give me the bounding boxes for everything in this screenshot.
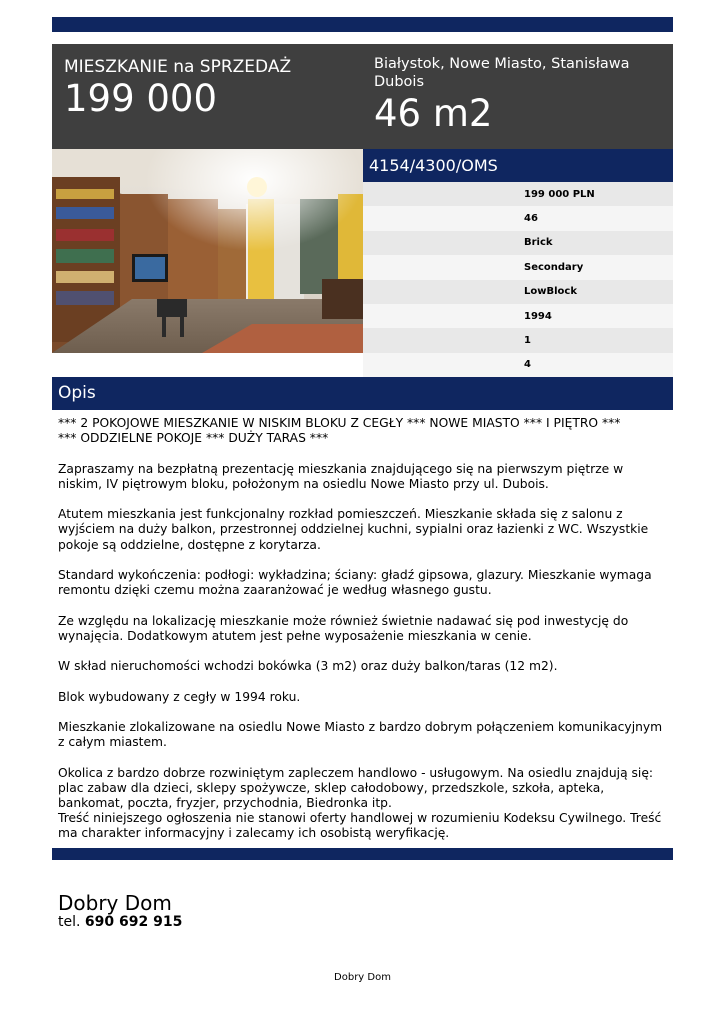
detail-value: Secondary: [524, 261, 584, 273]
detail-value: 1994: [524, 310, 552, 322]
detail-value: Brick: [524, 237, 553, 249]
detail-row-price: [363, 182, 673, 206]
description-paragraph: Standard wykończenia: podłogi: wykładzina; ściany: gładź gipsowa, glazury. Mieszkanie wymaga remontu dzięki czemu można zaaranżować je według własnego gustu.: [58, 567, 652, 598]
phone-number[interactable]: 690 692 915: [84, 914, 183, 930]
apartment-living-room-photo-icon: [52, 149, 363, 353]
detail-row-year: [363, 304, 673, 328]
detail-value: 46: [524, 213, 538, 225]
detail-value: 199 000 PLN: [524, 188, 595, 200]
listing-price: 199 000: [64, 77, 218, 120]
detail-row-floor: [363, 328, 673, 352]
listing-area: 46 m2: [374, 92, 493, 135]
reference-number: 4154/4300/OMS: [363, 149, 673, 182]
description-heading: Opis: [52, 377, 673, 410]
description-paragraph: W skład nieruchomości wchodzi bokówka (3 m2) oraz duży balkon/taras (12 m2).: [58, 659, 558, 674]
description-headline-1: *** 2 POKOJOWE MIESZKANIE W NISKIM BLOKU Z CEGŁY *** NOWE MIASTO *** I PIĘTRO ***: [58, 416, 621, 430]
top-accent-bar: [52, 17, 673, 32]
detail-row-area: [363, 206, 673, 230]
listing-type: MIESZKANIE na SPRZEDAŻ: [64, 57, 292, 77]
detail-value: 1: [524, 335, 531, 347]
detail-row-floors-total: [363, 353, 673, 377]
page-footer: Dobry Dom: [334, 972, 391, 983]
detail-row-market: [363, 255, 673, 279]
detail-row-material: [363, 231, 673, 255]
detail-row-building-type: [363, 280, 673, 304]
description-paragraph: Atutem mieszkania jest funkcjonalny rozkład pomieszczeń. Mieszkanie składa się z salonu z wyjściem na duży balkon, przestronnej oddzielnej kuchni, sypialni oraz łazienki z WC. Wszystkie pokoje są oddzielne, dostępne z korytarza.: [58, 507, 649, 552]
description-paragraph: Zapraszamy na bezpłatną prezentację mieszkania znajdującego się na pierwszym piętrze w niskim, IV piętrowym bloku, położonym na osiedlu Nowe Miasto przy ul. Dubois.: [58, 461, 624, 491]
details-table: [363, 182, 673, 377]
agency-name: Dobry Dom: [58, 891, 172, 915]
header-right: [374, 55, 664, 135]
bottom-accent-bar: [52, 848, 673, 860]
description-paragraph: Blok wybudowany z cegły w 1994 roku.: [58, 689, 301, 704]
detail-value: LowBlock: [524, 286, 577, 298]
phone-label: tel.: [58, 914, 81, 930]
description-headline-2: *** ODDZIELNE POKOJE *** DUŻY TARAS ***: [58, 431, 329, 446]
agency-phone: [58, 913, 182, 931]
listing-location: Białystok, Nowe Miasto, Stanisława Dubois: [374, 56, 630, 90]
apartment-photo: [52, 149, 363, 353]
description-body: [58, 416, 670, 842]
description-paragraph: Okolica z bardzo dobrze rozwiniętym zapleczem handlowo - usługowym. Na osiedlu znajdują się: plac zabaw dla dzieci, sklepy spożywcze, sklep całodobowy, przedszkole, szkoła, apteka, bankomat, poczta, fryzjer, przychodnia, Biedronka itp.: [58, 765, 654, 810]
description-paragraph: Mieszkanie zlokalizowane na osiedlu Nowe Miasto z bardzo dobrym połączeniem komunikacyjnym z całym miastem.: [58, 719, 663, 750]
detail-value: 4: [524, 359, 531, 371]
listing-header: [52, 44, 673, 149]
header-left: [64, 57, 364, 120]
description-paragraph: Ze względu na lokalizację mieszkanie może również świetnie nadawać się pod inwestycję do wynajęcia. Dodatkowym atutem jest pełne wyposażenie mieszkania w cenie.: [58, 613, 629, 643]
disclaimer: Treść niniejszego ogłoszenia nie stanowi oferty handlowej w rozumieniu Kodeksu Cywilnego. Treść ma charakter informacyjny i zalecamy ich osobistą weryfikację.: [58, 811, 662, 841]
